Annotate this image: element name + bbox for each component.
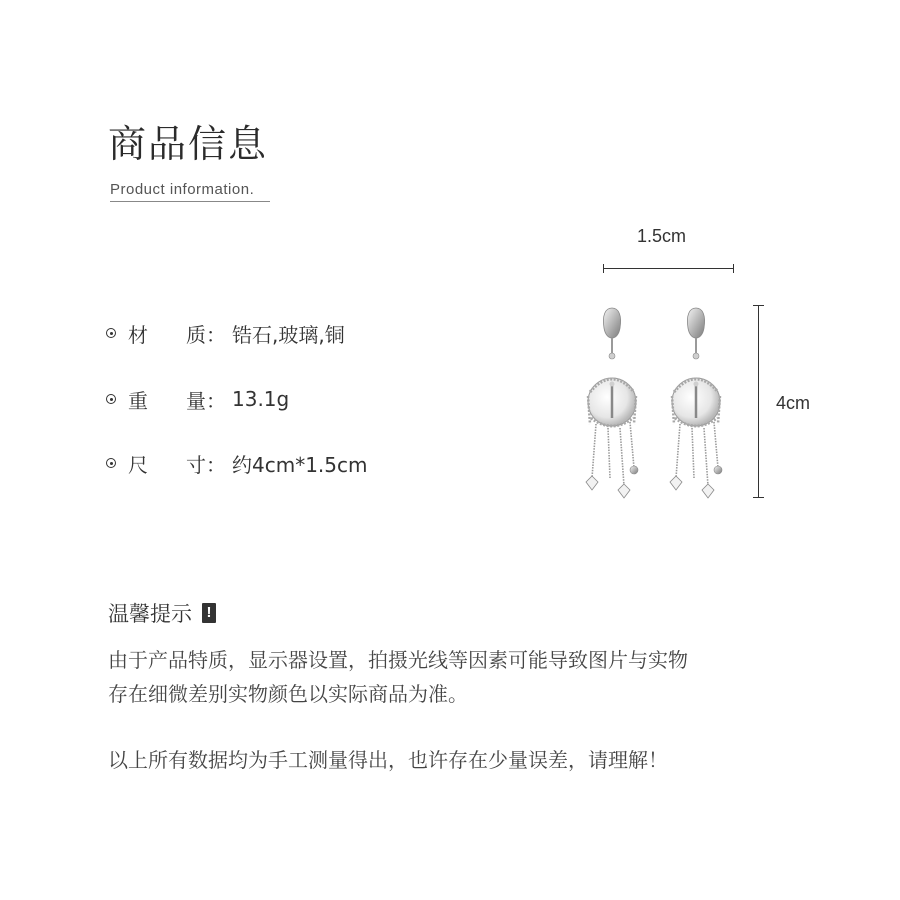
earring-pair-image <box>572 300 752 500</box>
alert-icon: ! <box>202 603 216 623</box>
spec-row-size <box>106 448 368 478</box>
spec-row-weight <box>106 384 289 414</box>
notice-line-1: 由于产品特质，显示器设置，拍摄光线等因素可能导致图片与实物 <box>108 648 688 672</box>
spec-value-size: 约4cm*1.5cm <box>232 452 368 477</box>
height-dimension-label: 4cm <box>776 393 811 413</box>
notice-title <box>108 598 216 628</box>
section-title: 商品信息 <box>108 122 269 166</box>
spec-value-weight: 13.1g <box>232 387 290 411</box>
spec-label-char-1: 重 <box>128 388 148 413</box>
height-dimension-tick-top <box>753 305 764 306</box>
spec-value-material: 锆石,玻璃,铜 <box>232 322 345 347</box>
notice-line-2: 存在细微差别实物颜色以实际商品为准。 <box>108 682 468 706</box>
spec-colon: ： <box>206 452 226 477</box>
subtitle-underline <box>110 201 270 202</box>
spec-colon: ： <box>206 322 226 347</box>
spec-label-char-1: 材 <box>128 322 148 347</box>
width-dimension-line <box>603 268 734 269</box>
spec-label-char-2: 质 <box>186 322 206 347</box>
bullet-icon <box>106 394 116 404</box>
height-dimension-line <box>758 305 759 498</box>
spec-row-material <box>106 318 345 348</box>
notice-line-3: 以上所有数据均为手工测量得出，也许存在少量误差，请理解！ <box>108 748 668 772</box>
section-subtitle: Product information. <box>110 181 255 198</box>
spec-label-char-2: 寸 <box>186 452 206 477</box>
height-dimension-tick-bottom <box>753 497 764 498</box>
width-dimension-tick-left <box>603 264 604 273</box>
spec-label-char-2: 量 <box>186 388 206 413</box>
bullet-icon <box>106 328 116 338</box>
spec-label-char-1: 尺 <box>128 452 148 477</box>
notice-title-text: 温馨提示 <box>108 602 192 626</box>
spec-colon: ： <box>206 388 226 413</box>
width-dimension-tick-right <box>733 264 734 273</box>
width-dimension-label: 1.5cm <box>637 226 687 246</box>
bullet-icon <box>106 458 116 468</box>
